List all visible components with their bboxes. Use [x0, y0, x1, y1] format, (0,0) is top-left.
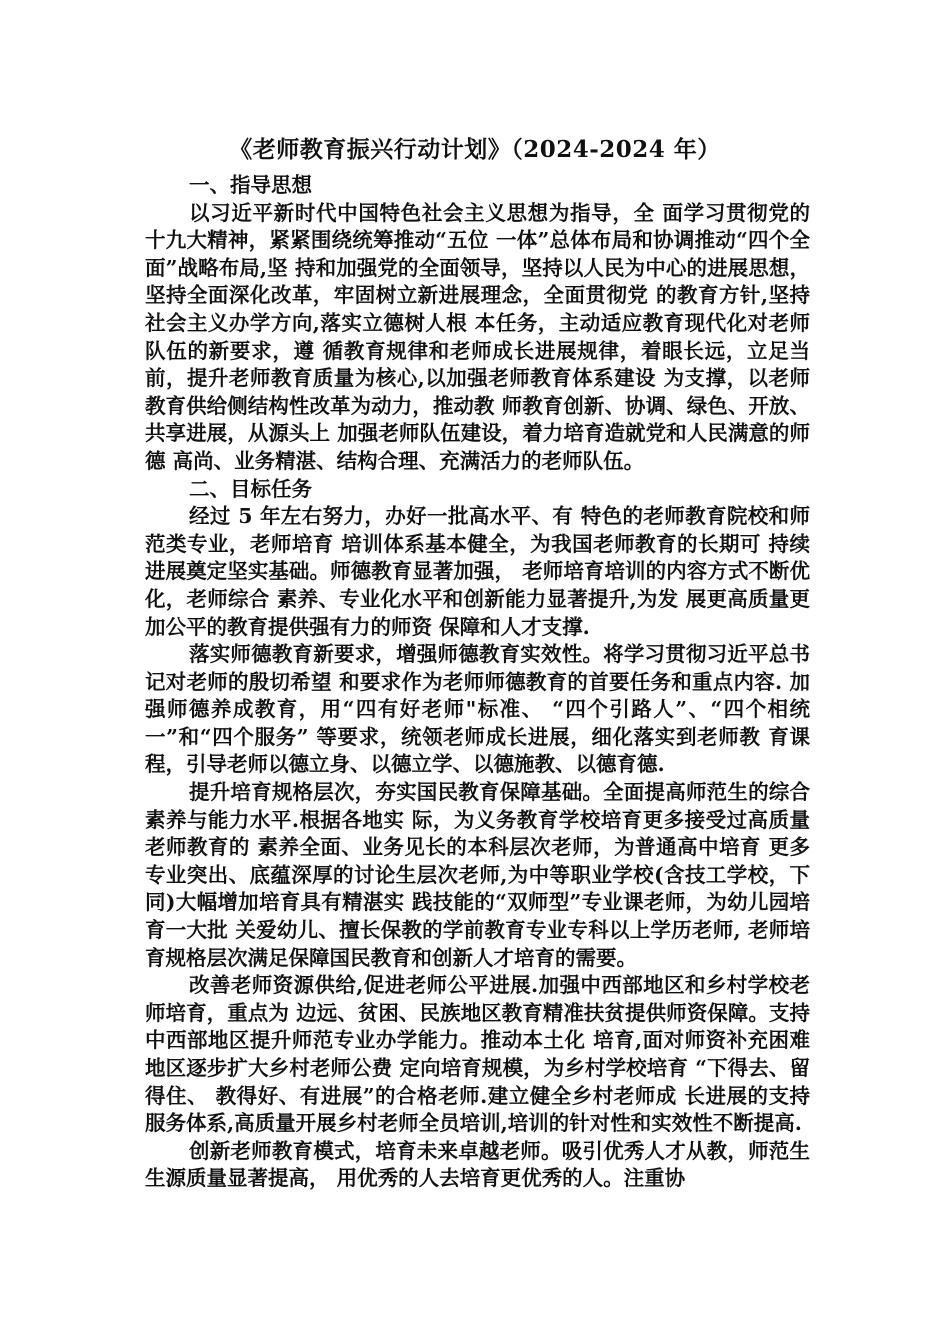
- paragraph-teacher-supply: 改善老师资源供给,促进老师公平进展.加强中西部地区和乡村学校老师培育，重点为 边远、贫困、民族地区教育精准扶贫提供师资保障。支持中西部地区提升师范专业办学能力。推动本土化 培育,面对师资补充困难地区逐步扩大乡村老师公费 定向培育规模，为乡村学校培育 “下得去、留得住、 教得好、有进展”的合格老师.建立健全乡村老师成 长进展的支持服务体系,高质量开展乡村老师全员培训,培训的针对性和实效性不断提高.: [145, 973, 810, 1136]
- document-title: 《老师教育振兴行动计划》（2024-2024 年）: [229, 136, 721, 163]
- section-heading-guiding-ideology: 一、指导思想: [189, 173, 312, 197]
- paragraph-guiding-ideology: 以习近平新时代中国特色社会主义思想为指导，全 面学习贯彻党的十九大精神，紧紧围绕统筹推动“五位 一体”总体布局和协调推动“四个全面”战略布局,坚 持和加强党的全面领导，坚持以人民为中心的进展思想，坚持全面深化改革，牢固树立新进展理念，全面贯彻党 的教育方针,坚持社会主义办学方向,落实立德树人根 本任务，主动适应教育现代化对老师队伍的新要求，遵 循教育规律和老师成长进展规律，着眼长远，立足当前，提升老师教育质量为核心,以加强老师教育体系建设 为支撑，以老师教育供给侧结构性改革为动力，推动教 师教育创新、协调、绿色、开放、共享进展，从源头上 加强老师队伍建设，着力培育造就党和人民满意的师德 高尚、业务精湛、结构合理、充满活力的老师队伍。: [145, 200, 810, 473]
- paragraph-training-level: 提升培育规格层次，夯实国民教育保障基础。全面提高师范生的综合素养与能力水平.根据各地实 际，为义务教育学校培育更多接受过高质量老师教育的 素养全面、业务见长的本科层次老师，为普通高中培育 更多专业突出、底蕴深厚的讨论生层次老师,为中等职业学校(含技工学校，下同)大幅增加培育具有精湛实 践技能的“双师型”专业课老师，为幼儿园培育一大批 关爱幼儿、擅长保教的学前教育专业专科以上学历老师, 老师培育规格层次满足保障国民教育和创新人才培育的需要。: [145, 780, 810, 970]
- paragraph-education-model: 创新老师教育模式，培育未来卓越老师。吸引优秀人才从教，师范生生源质量显著提高， 用优秀的人去培育更优秀的人。注重协: [145, 1138, 810, 1191]
- paragraph-goals-overview: 经过 5 年左右努力，办好一批高水平、有 特色的老师教育院校和师范类专业，老师培育 培训体系基本健全，为我国老师教育的长期可 持续进展奠定坚实基础。师德教育显著加强， 老师培育培训的内容方式不断优化，老师综合 素养、专业化水平和创新能力显著提升,为发 展更高质量更加公平的教育提供强有力的师资 保障和人才支撑.: [145, 504, 810, 639]
- section-heading-goals-tasks: 二、目标任务: [189, 476, 312, 501]
- paragraph-ethics-education: 落实师德教育新要求，增强师德教育实效性。将学习贯彻习近平总书记对老师的殷切希望 和要求作为老师师德教育的首要任务和重点内容. 加强师德养成教育，用“四有好老师"标准、 “四个引路人”、“四个相统一”和“四个服务” 等要求，统领老师成长进展，细化落实到老师教 育课程，引导老师以德立身、以德立学、以德施教、以德育德.: [145, 642, 810, 777]
- document-body: [145, 172, 810, 1193]
